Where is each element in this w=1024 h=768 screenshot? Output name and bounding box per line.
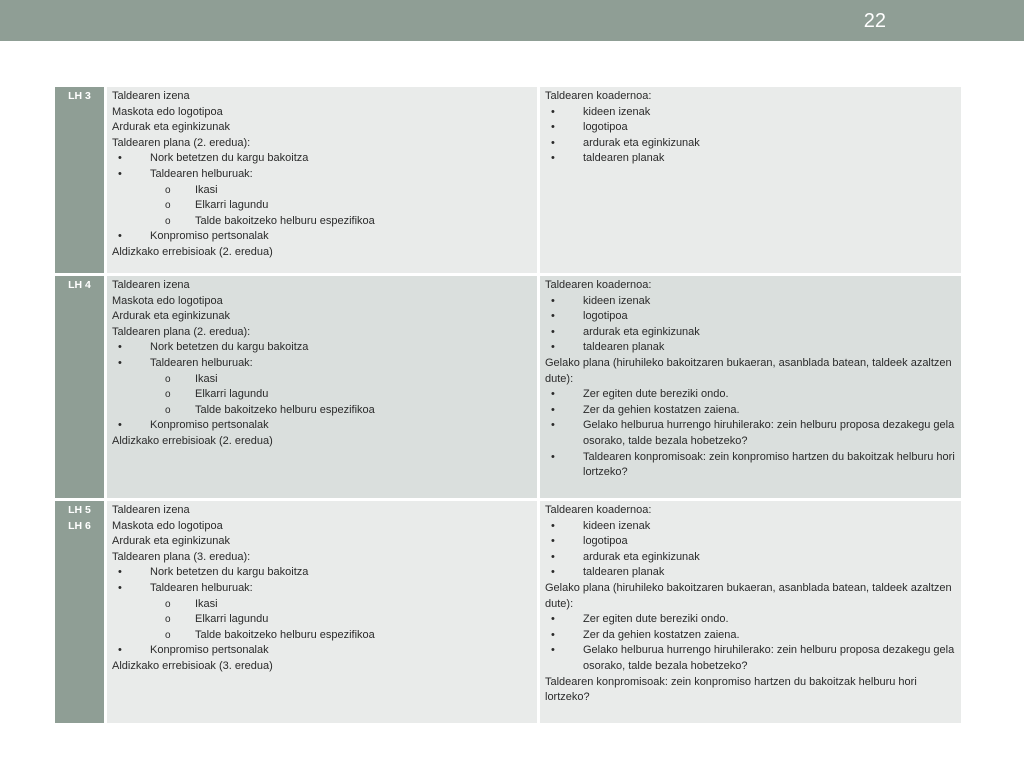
header-bar <box>0 0 1024 41</box>
bullet-item: • Konpromiso pertsonalak <box>112 229 532 245</box>
bullet-item: • Gelako helburua hurrengo hiruhilerako: zein helburu proposa dezakegu gela osorako, talde bezala hobetzeko? <box>545 418 956 449</box>
notebook-cell <box>540 501 961 723</box>
plan-cell <box>107 276 537 498</box>
bullet-item: • Zer egiten dute bereziki ondo. <box>545 387 956 403</box>
notebook-cell <box>540 276 961 498</box>
text-line: Maskota edo logotipoa <box>112 105 223 118</box>
level-label-cell <box>55 501 104 723</box>
bullet-item: • Nork betetzen du kargu bakoitza <box>112 340 532 356</box>
text-line: Taldearen plana (2. eredua): <box>112 325 251 338</box>
text-line: Taldearen plana (3. eredua): <box>112 550 251 563</box>
bullet-item: • kideen izenak <box>545 519 956 535</box>
level-label-cell <box>55 276 104 498</box>
table-row <box>55 501 961 723</box>
bullet-item: • Konpromiso pertsonalak <box>112 418 532 434</box>
sub-bullet-item: o Talde bakoitzeko helburu espezifikoa <box>112 403 532 419</box>
sub-bullet-item: o Ikasi <box>112 183 532 199</box>
bullet-item: • kideen izenak <box>545 294 956 310</box>
text-line: Ardurak eta eginkizunak <box>112 121 231 134</box>
sub-bullet-item: o Ikasi <box>112 597 532 613</box>
text-line: Taldearen izena <box>112 504 190 516</box>
text-line: Taldearen izena <box>112 279 190 291</box>
bullet-item: • Gelako helburua hurrengo hiruhilerako: zein helburu proposa dezakegu gela osorako, talde bezala hobetzeko? <box>545 643 956 674</box>
text-line: Aldizkako errebisioak (2. eredua) <box>112 245 273 258</box>
level-label: LH 3 <box>68 90 91 102</box>
plan-cell <box>107 87 537 273</box>
bullet-item: • taldearen planak <box>545 340 956 356</box>
plan-cell <box>107 501 537 723</box>
bullet-item: • ardurak eta eginkizunak <box>545 136 956 152</box>
bullet-item: • kideen izenak <box>545 105 956 121</box>
bullet-item: • Taldearen helburuak: <box>112 581 532 597</box>
bullet-item: • logotipoa <box>545 120 956 136</box>
page-number: 22 <box>863 10 886 32</box>
sub-bullet-item: o Elkarri lagundu <box>112 198 532 214</box>
text-line: Taldearen koadernoa: <box>545 504 652 516</box>
text-line: Taldearen koadernoa: <box>545 90 652 102</box>
bullet-item: • logotipoa <box>545 309 956 325</box>
bullet-item: • ardurak eta eginkizunak <box>545 550 956 566</box>
bullet-item: • Taldearen konpromisoak: zein konpromiso hartzen du bakoitzak helburu hori lortzeko? <box>545 450 956 481</box>
notebook-cell <box>540 87 961 273</box>
level-label: LH 5 <box>68 504 91 516</box>
level-plan-table <box>52 84 964 726</box>
bullet-item: • Konpromiso pertsonalak <box>112 643 532 659</box>
level-label: LH 4 <box>68 279 91 291</box>
level-label-cell <box>55 87 104 273</box>
sub-bullet-item: o Ikasi <box>112 372 532 388</box>
level-label: LH 6 <box>68 519 91 532</box>
table-row <box>55 87 961 273</box>
sub-bullet-item: o Elkarri lagundu <box>112 387 532 403</box>
paragraph: Taldearen konpromisoak: zein konpromiso hartzen du bakoitzak helburu hori lortzeko? <box>545 675 917 704</box>
bullet-item: • taldearen planak <box>545 151 956 167</box>
text-line: Ardurak eta eginkizunak <box>112 535 231 548</box>
bullet-item: • taldearen planak <box>545 565 956 581</box>
text-line: Taldearen izena <box>112 90 190 102</box>
text-line: Maskota edo logotipoa <box>112 519 223 532</box>
bullet-item: • Taldearen helburuak: <box>112 167 532 183</box>
text-line: Taldearen plana (2. eredua): <box>112 136 251 149</box>
text-line: Maskota edo logotipoa <box>112 294 223 307</box>
sub-bullet-item: o Talde bakoitzeko helburu espezifikoa <box>112 214 532 230</box>
sub-bullet-item: o Elkarri lagundu <box>112 612 532 628</box>
paragraph: Gelako plana (hiruhileko bakoitzaren bukaeran, asanblada batean, taldeek azaltzen dute): <box>545 581 952 610</box>
text-line: Taldearen koadernoa: <box>545 279 652 291</box>
paragraph: Gelako plana (hiruhileko bakoitzaren bukaeran, asanblada batean, taldeek azaltzen dute): <box>545 356 952 385</box>
bullet-item: • Taldearen helburuak: <box>112 356 532 372</box>
bullet-item: • Nork betetzen du kargu bakoitza <box>112 151 532 167</box>
bullet-item: • Zer da gehien kostatzen zaiena. <box>545 403 956 419</box>
bullet-item: • Zer da gehien kostatzen zaiena. <box>545 628 956 644</box>
bullet-item: • Zer egiten dute bereziki ondo. <box>545 612 956 628</box>
text-line: Aldizkako errebisioak (3. eredua) <box>112 659 273 672</box>
sub-bullet-item: o Talde bakoitzeko helburu espezifikoa <box>112 628 532 644</box>
text-line: Aldizkako errebisioak (2. eredua) <box>112 434 273 447</box>
bullet-item: • logotipoa <box>545 534 956 550</box>
bullet-item: • ardurak eta eginkizunak <box>545 325 956 341</box>
table-row <box>55 276 961 498</box>
text-line: Ardurak eta eginkizunak <box>112 310 231 323</box>
bullet-item: • Nork betetzen du kargu bakoitza <box>112 565 532 581</box>
